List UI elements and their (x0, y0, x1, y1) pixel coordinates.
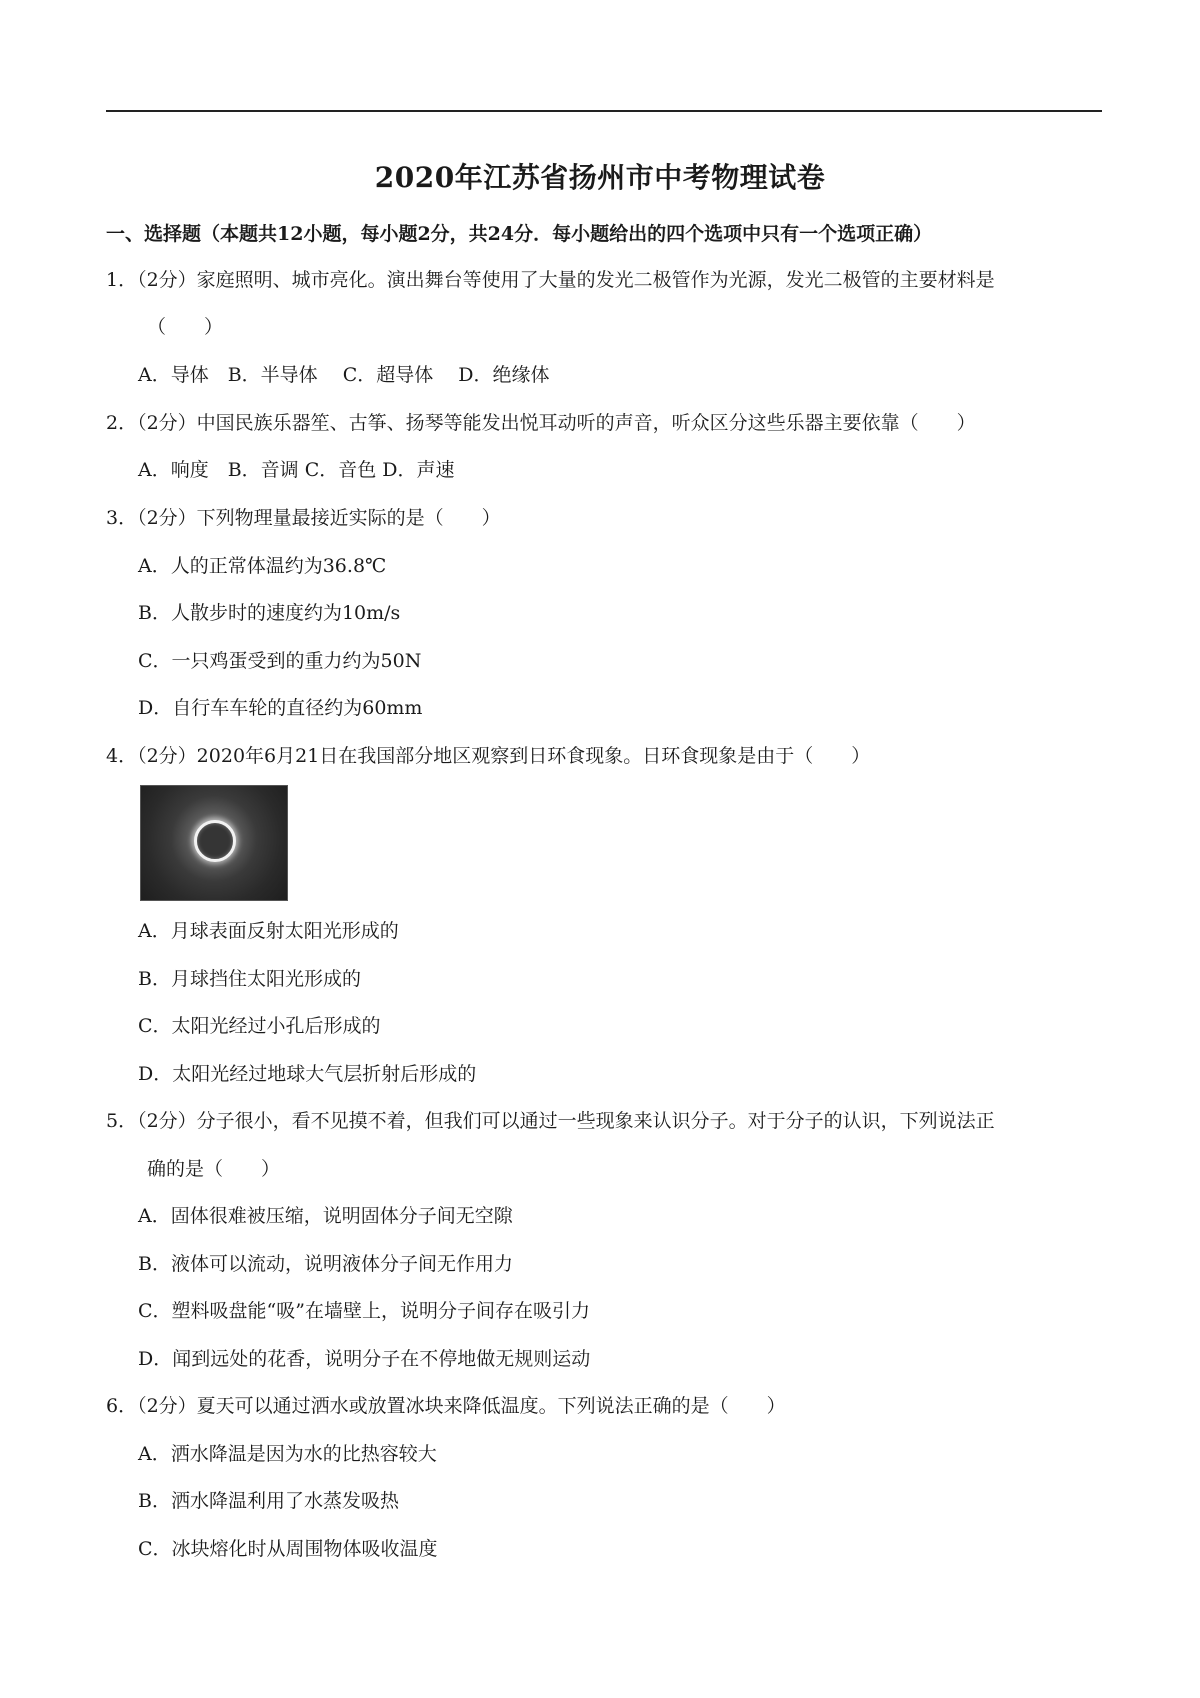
eclipse-ring (194, 820, 236, 862)
question-3-option-b: B．人散步时的速度约为10m/s (138, 602, 401, 624)
question-2-stem: 2．（2分）中国民族乐器笙、古筝、扬琴等能发出悦耳动听的声音，听众区分这些乐器主要依靠（ ） (106, 412, 976, 434)
question-5-option-b: B．液体可以流动，说明液体分子间无作用力 (138, 1253, 513, 1275)
question-4-option-b: B．月球挡住太阳光形成的 (138, 968, 361, 990)
question-4-stem: 4．（2分）2020年6月21日在我国部分地区观察到日环食现象。日环食现象是由于（ ） (106, 745, 871, 767)
question-3-option-c: C．一只鸡蛋受到的重力约为50N (138, 650, 422, 672)
question-6-option-c: C．冰块熔化时从周围物体吸收温度 (138, 1538, 438, 1560)
question-6-option-b: B．洒水降温利用了水蒸发吸热 (138, 1490, 399, 1512)
annular-eclipse-photo (140, 785, 288, 901)
header-rule (106, 110, 1102, 112)
question-4-option-c: C．太阳光经过小孔后形成的 (138, 1015, 381, 1037)
question-5-stem-cont: 确的是（ ） (147, 1158, 281, 1180)
question-2-options: A．响度 B．音调 C．音色 D．声速 (138, 459, 455, 481)
question-4-option-a: A．月球表面反射太阳光形成的 (138, 920, 399, 942)
section-heading: 一、选择题（本题共12小题，每小题2分，共24分．每小题给出的四个选项中只有一个选项正确） (106, 223, 933, 245)
question-5-option-a: A．固体很难被压缩，说明固体分子间无空隙 (138, 1205, 513, 1227)
question-1-options: A．导体 B．半导体 C．超导体 D．绝缘体 (138, 364, 550, 386)
question-6-option-a: A．洒水降温是因为水的比热容较大 (138, 1443, 437, 1465)
page-title: 2020年江苏省扬州市中考物理试卷 (374, 161, 826, 194)
question-3-option-a: A．人的正常体温约为36.8℃ (138, 555, 387, 577)
question-4-option-d: D．太阳光经过地球大气层折射后形成的 (138, 1063, 477, 1085)
question-5-option-d: D．闻到远处的花香，说明分子在不停地做无规则运动 (138, 1348, 591, 1370)
question-3-stem: 3．（2分）下列物理量最接近实际的是（ ） (106, 507, 501, 529)
question-5-stem: 5．（2分）分子很小，看不见摸不着，但我们可以通过一些现象来认识分子。对于分子的认识，下列说法正 (106, 1110, 995, 1132)
question-6-stem: 6．（2分）夏天可以通过洒水或放置冰块来降低温度。下列说法正确的是（ ） (106, 1395, 786, 1417)
question-1-stem: 1．（2分）家庭照明、城市亮化。演出舞台等使用了大量的发光二极管作为光源，发光二极管的主要材料是 (106, 269, 995, 291)
question-5-option-c: C．塑料吸盘能“吸”在墙壁上，说明分子间存在吸引力 (138, 1300, 590, 1322)
question-3-option-d: D．自行车车轮的直径约为60mm (138, 697, 423, 719)
question-1-stem-cont: （ ） (147, 316, 224, 338)
